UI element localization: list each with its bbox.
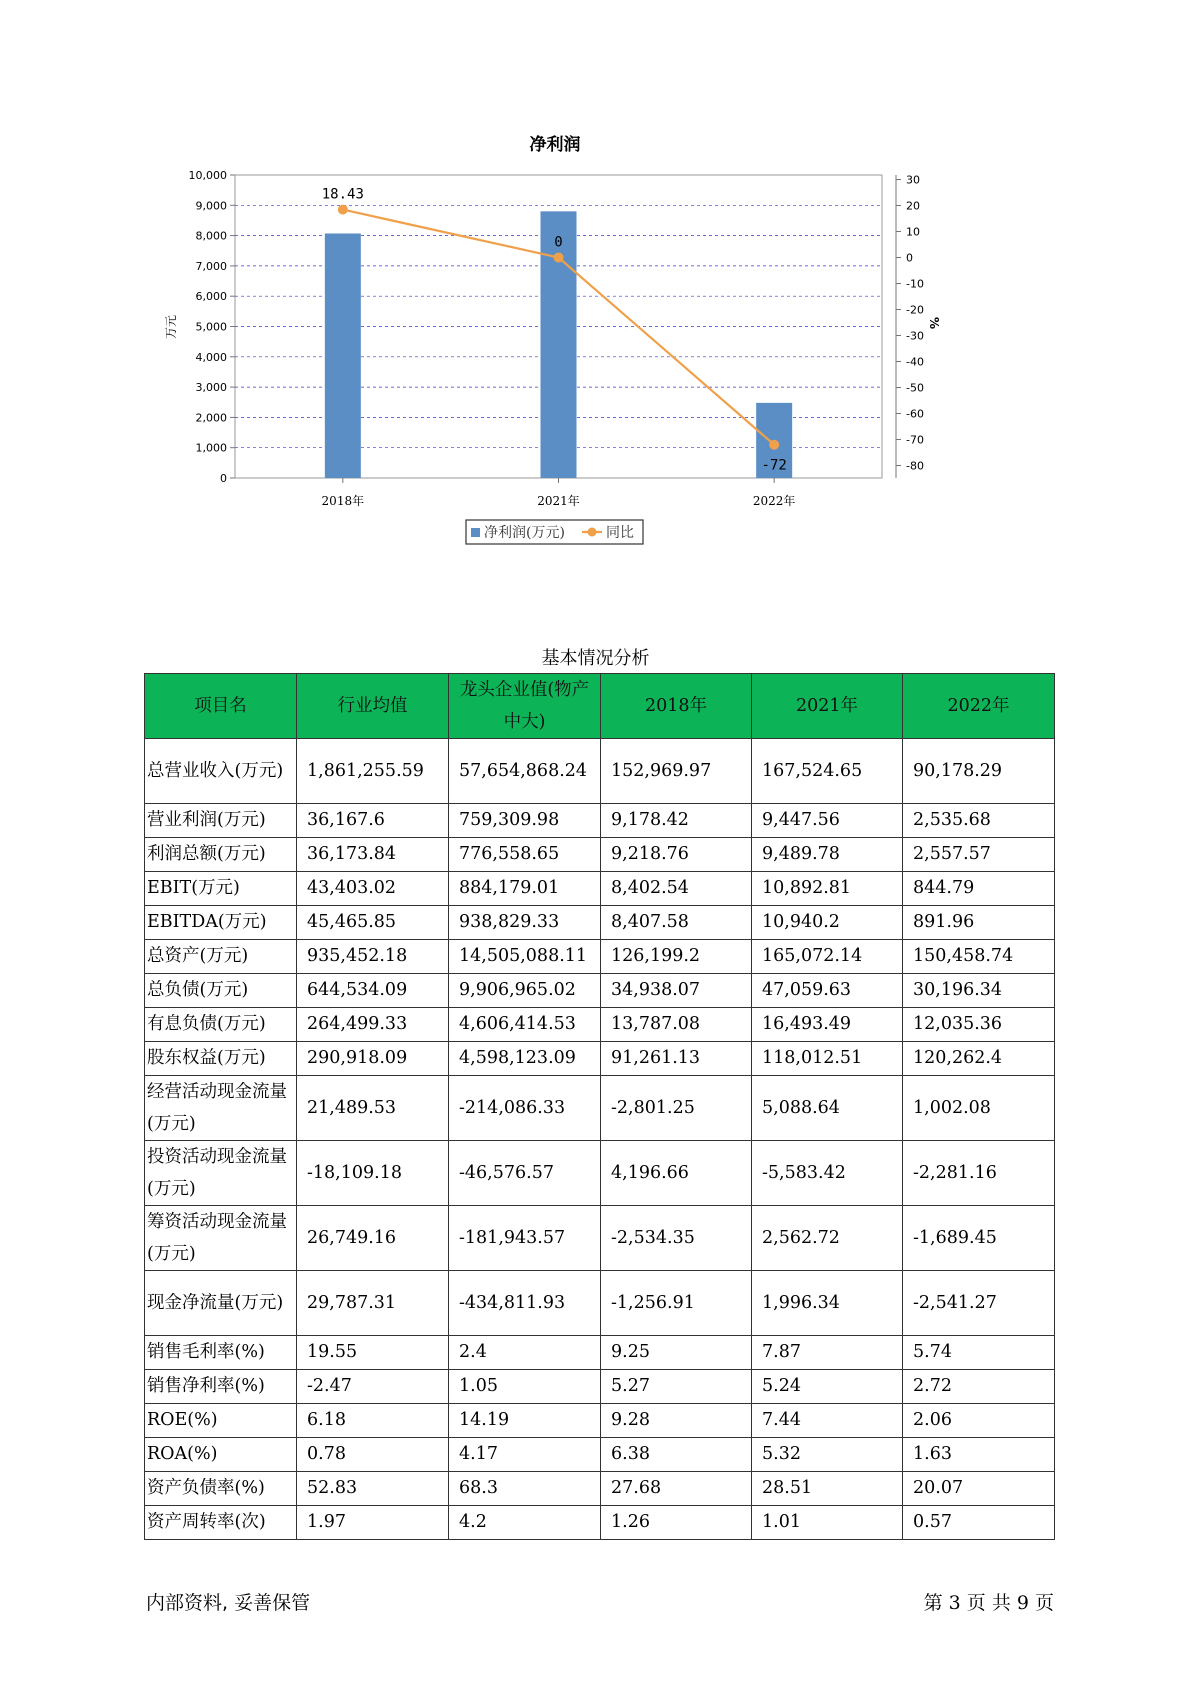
yoy-point [338, 205, 348, 215]
table-row [145, 1404, 1055, 1438]
table-row [145, 1336, 1055, 1370]
row-label-cell: ROE(%) [145, 1404, 297, 1438]
value-cell: 43,403.02 [297, 872, 449, 906]
table-header-cell: 龙头企业值(物产中大) [449, 674, 601, 739]
value-cell: -2,534.35 [601, 1206, 752, 1271]
row-label-cell: 筹资活动现金流量(万元) [145, 1206, 297, 1271]
row-label-cell: 资产负债率(%) [145, 1472, 297, 1506]
row-label-cell: 股东权益(万元) [145, 1042, 297, 1076]
value-cell: 27.68 [601, 1472, 752, 1506]
value-cell: 1.97 [297, 1506, 449, 1540]
row-label-cell: 利润总额(万元) [145, 838, 297, 872]
value-cell: 165,072.14 [752, 940, 903, 974]
value-cell: 21,489.53 [297, 1076, 449, 1141]
value-cell: 891.96 [903, 906, 1055, 940]
table-row [145, 1141, 1055, 1206]
value-cell: -46,576.57 [449, 1141, 601, 1206]
y-right-tick-label: -70 [906, 433, 924, 447]
legend-bar-swatch [471, 528, 480, 537]
value-cell: -2,801.25 [601, 1076, 752, 1141]
value-cell: 68.3 [449, 1472, 601, 1506]
table-row [145, 906, 1055, 940]
value-cell: 6.18 [297, 1404, 449, 1438]
value-cell: 4.17 [449, 1438, 601, 1472]
value-cell: 0.78 [297, 1438, 449, 1472]
row-label-cell: 总负债(万元) [145, 974, 297, 1008]
value-cell: 36,173.84 [297, 838, 449, 872]
value-cell: 120,262.4 [903, 1042, 1055, 1076]
value-cell: 776,558.65 [449, 838, 601, 872]
value-cell: 644,534.09 [297, 974, 449, 1008]
y-right-tick-label: -40 [906, 355, 924, 369]
table-header-cell: 2021年 [752, 674, 903, 739]
value-cell: 0.57 [903, 1506, 1055, 1540]
y-left-tick-label: 1,000 [195, 441, 227, 455]
footer-confidential-note: 内部资料, 妥善保管 [146, 1592, 311, 1614]
value-cell: 9.25 [601, 1336, 752, 1370]
row-label-cell: 资产周转率(次) [145, 1506, 297, 1540]
value-cell: 5.24 [752, 1370, 903, 1404]
y-left-tick-label: 0 [220, 472, 227, 485]
y-right-tick-label: 30 [906, 173, 920, 187]
table-row [145, 804, 1055, 838]
value-cell: 938,829.33 [449, 906, 601, 940]
value-cell: 13,787.08 [601, 1008, 752, 1042]
value-cell: 1,996.34 [752, 1271, 903, 1336]
y-left-tick-label: 8,000 [195, 229, 227, 243]
yoy-data-label: 18.43 [321, 186, 364, 203]
y-right-tick-label: -20 [906, 303, 924, 317]
y-left-tick-label: 4,000 [195, 350, 227, 364]
value-cell: 167,524.65 [752, 739, 903, 804]
basic-analysis-table [144, 673, 1055, 1540]
value-cell: -18,109.18 [297, 1141, 449, 1206]
row-label-cell: 营业利润(万元) [145, 804, 297, 838]
net-profit-chart [150, 130, 1050, 600]
value-cell: 4,598,123.09 [449, 1042, 601, 1076]
chart-title: 净利润 [529, 135, 581, 155]
y-left-tick-label: 10,000 [188, 169, 227, 182]
row-label-cell: EBIT(万元) [145, 872, 297, 906]
value-cell: 52.83 [297, 1472, 449, 1506]
y-right-tick-label: 10 [906, 225, 920, 239]
y-right-tick-label: -80 [906, 459, 924, 473]
value-cell: -1,256.91 [601, 1271, 752, 1336]
table-header-cell: 行业均值 [297, 674, 449, 739]
row-label-cell: ROA(%) [145, 1438, 297, 1472]
table-row [145, 739, 1055, 804]
value-cell: -214,086.33 [449, 1076, 601, 1141]
value-cell: 4.2 [449, 1506, 601, 1540]
table-row [145, 1008, 1055, 1042]
row-label-cell: 投资活动现金流量(万元) [145, 1141, 297, 1206]
yoy-point [554, 253, 564, 263]
value-cell: 20.07 [903, 1472, 1055, 1506]
row-label-cell: 现金净流量(万元) [145, 1271, 297, 1336]
value-cell: 884,179.01 [449, 872, 601, 906]
yoy-data-label: 0 [554, 234, 563, 251]
y-left-axis-title: 万元 [164, 314, 178, 340]
value-cell: 2,535.68 [903, 804, 1055, 838]
table-row [145, 1472, 1055, 1506]
value-cell: 91,261.13 [601, 1042, 752, 1076]
value-cell: 16,493.49 [752, 1008, 903, 1042]
y-left-tick-label: 3,000 [195, 381, 227, 395]
value-cell: 29,787.31 [297, 1271, 449, 1336]
row-label-cell: 总营业收入(万元) [145, 739, 297, 804]
y-left-tick-label: 9,000 [195, 199, 227, 213]
value-cell: 8,407.58 [601, 906, 752, 940]
table-header-row [145, 674, 1055, 739]
value-cell: 57,654,868.24 [449, 739, 601, 804]
value-cell: -1,689.45 [903, 1206, 1055, 1271]
value-cell: 14.19 [449, 1404, 601, 1438]
value-cell: 28.51 [752, 1472, 903, 1506]
legend-line-marker [588, 528, 597, 537]
value-cell: 152,969.97 [601, 739, 752, 804]
value-cell: 26,749.16 [297, 1206, 449, 1271]
yoy-data-label: -72 [761, 457, 787, 474]
value-cell: 1.63 [903, 1438, 1055, 1472]
table-row [145, 974, 1055, 1008]
value-cell: 264,499.33 [297, 1008, 449, 1042]
value-cell: 9,218.76 [601, 838, 752, 872]
row-label-cell: 总资产(万元) [145, 940, 297, 974]
value-cell: 2.72 [903, 1370, 1055, 1404]
value-cell: 5.74 [903, 1336, 1055, 1370]
y-right-tick-label: 0 [906, 251, 913, 265]
table-caption: 基本情况分析 [541, 648, 650, 669]
x-tick-label: 2018年 [321, 494, 365, 508]
row-label-cell: EBITDA(万元) [145, 906, 297, 940]
value-cell: 9,906,965.02 [449, 974, 601, 1008]
value-cell: -2.47 [297, 1370, 449, 1404]
legend-label-net-profit: 净利润(万元) [484, 525, 565, 541]
value-cell: 47,059.63 [752, 974, 903, 1008]
row-label-cell: 销售净利率(%) [145, 1370, 297, 1404]
value-cell: 1,861,255.59 [297, 739, 449, 804]
table-row [145, 1076, 1055, 1141]
value-cell: 10,892.81 [752, 872, 903, 906]
value-cell: 1.26 [601, 1506, 752, 1540]
y-left-tick-label: 7,000 [195, 259, 227, 273]
value-cell: 6.38 [601, 1438, 752, 1472]
yoy-point [769, 440, 779, 450]
legend-label-yoy: 同比 [606, 525, 634, 541]
y-right-tick-label: -30 [906, 329, 924, 343]
y-left-tick-label: 5,000 [195, 320, 227, 334]
value-cell: 2.4 [449, 1336, 601, 1370]
value-cell: 90,178.29 [903, 739, 1055, 804]
value-cell: 126,199.2 [601, 940, 752, 974]
value-cell: 150,458.74 [903, 940, 1055, 974]
value-cell: -434,811.93 [449, 1271, 601, 1336]
table-row [145, 872, 1055, 906]
value-cell: 34,938.07 [601, 974, 752, 1008]
table-header-cell: 2022年 [903, 674, 1055, 739]
value-cell: 45,465.85 [297, 906, 449, 940]
table-row [145, 940, 1055, 974]
value-cell: 1.05 [449, 1370, 601, 1404]
value-cell: 5.32 [752, 1438, 903, 1472]
value-cell: 5,088.64 [752, 1076, 903, 1141]
y-left-tick-label: 6,000 [195, 290, 227, 304]
table-row [145, 1206, 1055, 1271]
value-cell: 30,196.34 [903, 974, 1055, 1008]
footer-page-number: 第 3 页 共 9 页 [923, 1592, 1054, 1614]
table-row [145, 838, 1055, 872]
row-label-cell: 经营活动现金流量(万元) [145, 1076, 297, 1141]
value-cell: 2,557.57 [903, 838, 1055, 872]
value-cell: 290,918.09 [297, 1042, 449, 1076]
table-row [145, 1042, 1055, 1076]
value-cell: 2.06 [903, 1404, 1055, 1438]
table-header-cell: 项目名 [145, 674, 297, 739]
value-cell: 7.87 [752, 1336, 903, 1370]
value-cell: 935,452.18 [297, 940, 449, 974]
y-right-tick-label: 20 [906, 199, 920, 213]
value-cell: 4,196.66 [601, 1141, 752, 1206]
value-cell: 118,012.51 [752, 1042, 903, 1076]
value-cell: 4,606,414.53 [449, 1008, 601, 1042]
value-cell: 19.55 [297, 1336, 449, 1370]
table-row [145, 1506, 1055, 1540]
value-cell: 36,167.6 [297, 804, 449, 838]
value-cell: -2,281.16 [903, 1141, 1055, 1206]
table-header-cell: 2018年 [601, 674, 752, 739]
value-cell: 759,309.98 [449, 804, 601, 838]
value-cell: 9,447.56 [752, 804, 903, 838]
value-cell: 1,002.08 [903, 1076, 1055, 1141]
y-right-tick-label: -60 [906, 407, 924, 421]
y-right-tick-label: -10 [906, 277, 924, 291]
value-cell: 10,940.2 [752, 906, 903, 940]
value-cell: 14,505,088.11 [449, 940, 601, 974]
row-label-cell: 销售毛利率(%) [145, 1336, 297, 1370]
table-row [145, 1370, 1055, 1404]
y-right-tick-label: -50 [906, 381, 924, 395]
value-cell: -2,541.27 [903, 1271, 1055, 1336]
x-tick-label: 2021年 [537, 494, 580, 508]
x-tick-label: 2022年 [752, 494, 796, 508]
value-cell: 9.28 [601, 1404, 752, 1438]
value-cell: 12,035.36 [903, 1008, 1055, 1042]
value-cell: 7.44 [752, 1404, 903, 1438]
y-left-tick-label: 2,000 [195, 411, 227, 425]
value-cell: 8,402.54 [601, 872, 752, 906]
table-row [145, 1438, 1055, 1472]
value-cell: 2,562.72 [752, 1206, 903, 1271]
bar [541, 211, 577, 478]
table-row [145, 1271, 1055, 1336]
value-cell: 9,489.78 [752, 838, 903, 872]
value-cell: 1.01 [752, 1506, 903, 1540]
value-cell: -181,943.57 [449, 1206, 601, 1271]
bar [325, 233, 361, 478]
value-cell: 5.27 [601, 1370, 752, 1404]
value-cell: 844.79 [903, 872, 1055, 906]
row-label-cell: 有息负债(万元) [145, 1008, 297, 1042]
y-right-axis-title: % [927, 316, 941, 330]
value-cell: 9,178.42 [601, 804, 752, 838]
value-cell: -5,583.42 [752, 1141, 903, 1206]
